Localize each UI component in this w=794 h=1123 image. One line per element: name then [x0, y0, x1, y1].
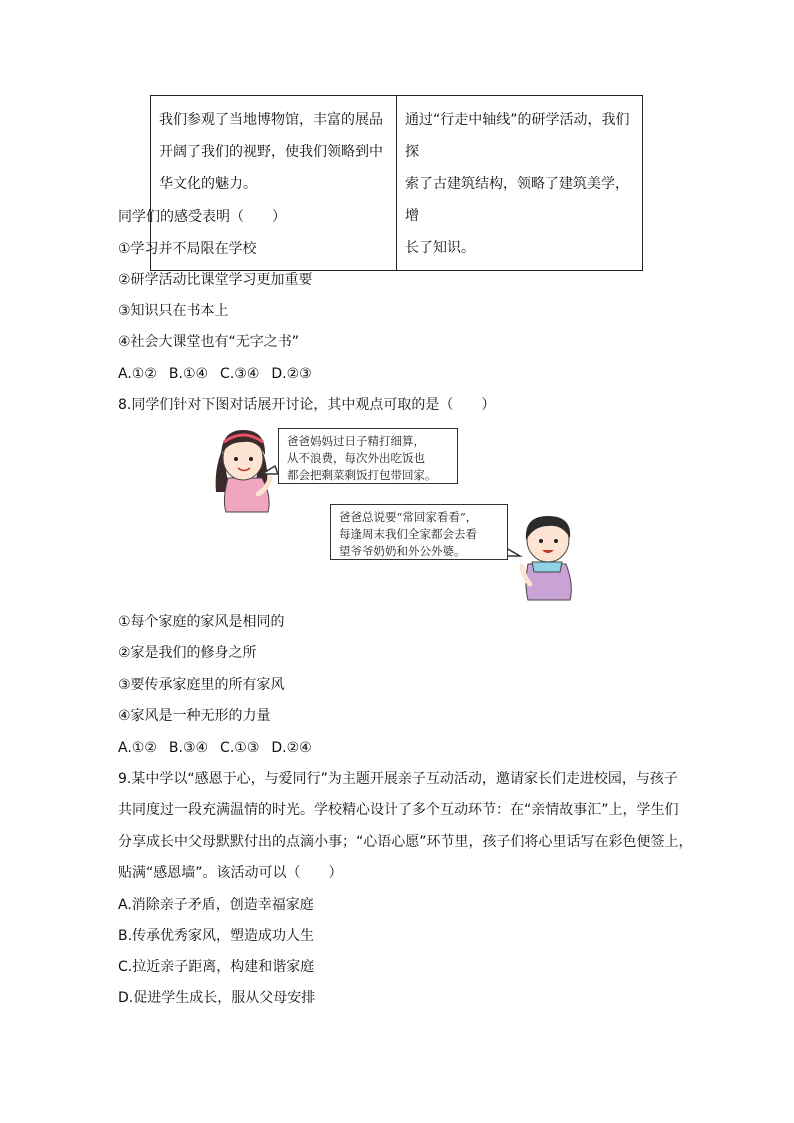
- girl-speech-bubble: [278, 428, 458, 484]
- q8-option-d[interactable]: D.②④: [271, 740, 312, 756]
- q8-item-2: ②家是我们的修身之所: [118, 645, 257, 661]
- quote-line: 开阔了我们的视野，使我们领略到中: [159, 144, 383, 160]
- q7-item-4: ④社会大课堂也有“无字之书”: [118, 334, 300, 350]
- q7-option-b[interactable]: B.①④: [168, 366, 209, 382]
- bubble-line: 都会把剩菜剩饭打包带回家。: [287, 468, 437, 482]
- quote-line: 华文化的魅力。: [159, 176, 257, 192]
- quote-line: 通过“行走中轴线”的研学活动，我们探: [405, 112, 630, 160]
- bubble-line: 每逢周末我们全家都会去看: [339, 527, 477, 541]
- boy-figure: [522, 516, 571, 600]
- bubble-line: 从不浪费，每次外出吃饭也: [287, 451, 425, 465]
- q7-item-1: ①学习并不局限在学校: [118, 241, 257, 257]
- quote-line: 我们参观了当地博物馆，丰富的展品: [159, 112, 383, 128]
- q8-item-4: ④家风是一种无形的力量: [118, 708, 271, 724]
- q8-stem: 8.同学们针对下图对话展开讨论，其中观点可取的是（ ）: [118, 397, 496, 413]
- q7-option-a[interactable]: A.①②: [118, 366, 157, 382]
- q9-stem-line-1: 9.某中学以“感恩于心，与爱同行”为主题开展亲子互动活动，邀请家长们走进校园，与孩子: [118, 771, 678, 787]
- q7-item-3: ③知识只在书本上: [118, 303, 229, 319]
- q7-option-d[interactable]: D.②③: [271, 366, 312, 382]
- q8-option-c[interactable]: C.①③: [220, 740, 260, 756]
- q9-stem-line-3: 分享成长中父母默默付出的点滴小事；“心语心愿”环节里，孩子们将心里话写在彩色便签上，: [118, 834, 693, 850]
- quote-line: 索了古建筑结构，领略了建筑美学，增: [405, 176, 629, 224]
- bubble-line: 望爷爷奶奶和外公外婆。: [339, 544, 466, 558]
- q9-option-b[interactable]: B.传承优秀家风，塑造成功人生: [118, 928, 315, 944]
- q7-option-c[interactable]: C.③④: [220, 366, 260, 382]
- q7-stem: 同学们的感受表明（ ）: [118, 209, 286, 225]
- q9-option-a[interactable]: A.消除亲子矛盾，创造幸福家庭: [118, 897, 314, 913]
- q8-item-3: ③要传承家庭里的所有家风: [118, 677, 285, 693]
- q9-stem-line-2: 共同度过一段充满温情的时光。学校精心设计了多个互动环节：在“亲情故事汇”上，学生们: [118, 802, 679, 818]
- q8-option-a[interactable]: A.①②: [118, 740, 157, 756]
- q9-option-c[interactable]: C.拉近亲子距离，构建和谐家庭: [118, 959, 315, 975]
- q8-option-b[interactable]: B.③④: [168, 740, 209, 756]
- bubble-line: 爸爸妈妈过日子精打细算，: [287, 434, 425, 448]
- quote-line: 长了知识。: [405, 240, 475, 256]
- boy-speech-bubble: [330, 504, 508, 560]
- q9-option-d[interactable]: D.促进学生成长，服从父母安排: [118, 990, 316, 1006]
- q8-options: [118, 738, 324, 758]
- girl-figure: [216, 430, 270, 512]
- q8-item-1: ①每个家庭的家风是相同的: [118, 614, 285, 630]
- bubble-line: 爸爸总说要“常回家看看”，: [339, 510, 478, 524]
- q9-stem-line-4: 贴满“感恩墙”。该活动可以（ ）: [118, 865, 343, 881]
- q7-item-2: ②研学活动比课堂学习更加重要: [118, 272, 313, 288]
